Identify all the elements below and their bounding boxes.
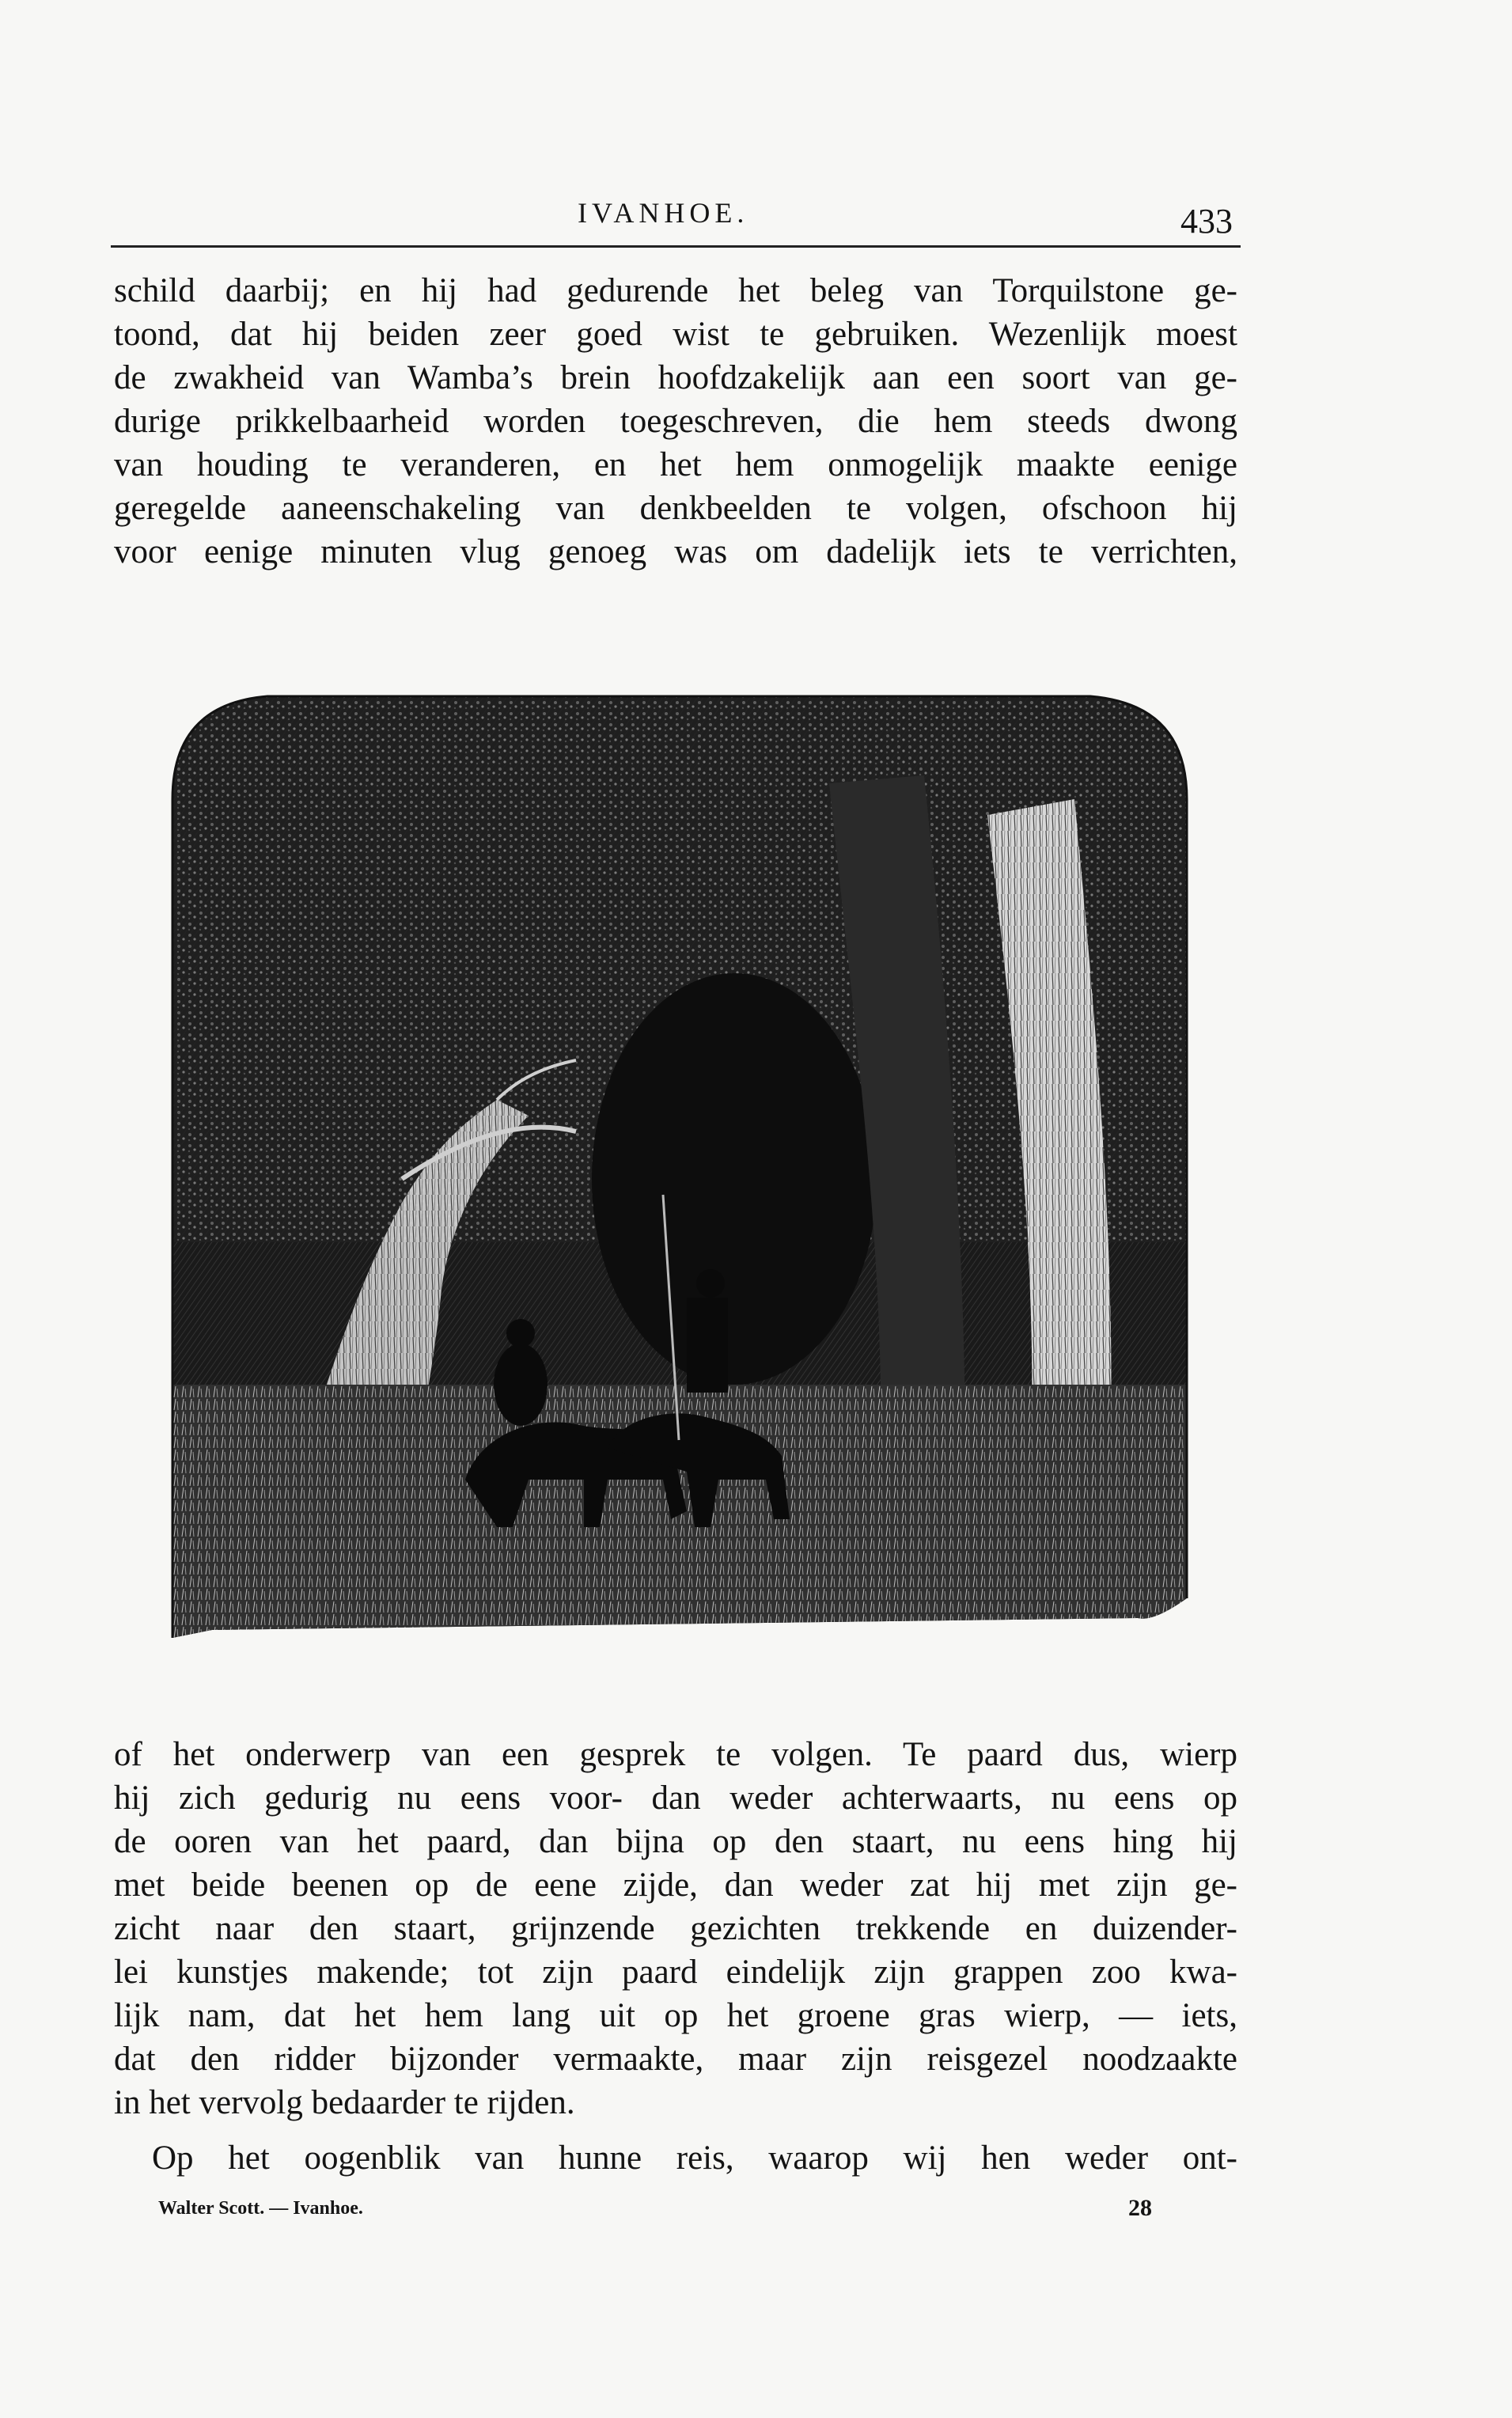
text-line: zicht naar den staart, grijnzende gezichten trekkende en duizender- <box>114 1910 1237 1947</box>
text-line: de zwakheid van Wamba’s brein hoofdzakelijk aan een soort van ge- <box>114 359 1237 396</box>
text-line: schild daarbij; en hij had gedurende het beleg van Torquilstone ge- <box>114 272 1237 309</box>
text-line: van houding te veranderen, en het hem onmogelijk maakte eenige <box>114 446 1237 483</box>
text-line: de ooren van het paard, dan bijna op den staart, nu eens hing hij <box>114 1823 1237 1860</box>
page-header <box>111 190 1241 248</box>
paragraph-2 <box>114 1733 1237 2124</box>
paragraph-1 <box>114 269 1237 574</box>
forest-riders-illustration <box>165 688 1195 1662</box>
text-line: lei kunstjes makende; tot zijn paard eindelijk zijn grappen zoo kwa- <box>114 1954 1237 1991</box>
text-line: met beide beenen op de eene zijde, dan weder zat hij met zijn ge- <box>114 1867 1237 1904</box>
running-title: IVANHOE. <box>578 197 749 229</box>
text-line: toond, dat hij beiden zeer goed wist te gebruiken. Wezenlijk moest <box>114 316 1237 353</box>
text-line: in het vervolg bedaarder te rijden. <box>114 2084 575 2121</box>
paragraph-3 <box>114 2136 1237 2180</box>
page-number: 433 <box>1180 202 1233 241</box>
woodcut-engraving <box>165 688 1195 1662</box>
text-line: hij zich gedurig nu eens voor- dan weder achterwaarts, nu eens op <box>114 1779 1237 1817</box>
printer-signature: Walter Scott. — Ivanhoe. <box>158 2198 363 2219</box>
sheet-number: 28 <box>1128 2195 1152 2221</box>
page-footer <box>158 2195 1187 2230</box>
text-line: geregelde aaneenschakeling van denkbeelden te volgen, ofschoon hij <box>114 490 1237 527</box>
text-line: durige prikkelbaarheid worden toegeschreven, die hem steeds dwong <box>114 403 1237 440</box>
text-line: of het onderwerp van een gesprek te volgen. Te paard dus, wierp <box>114 1736 1237 1773</box>
text-line: Op het oogenblik van hunne reis, waarop wij hen weder ont- <box>152 2139 1237 2177</box>
text-line: lijk nam, dat het hem lang uit op het groene gras wierp, — iets, <box>114 1997 1237 2034</box>
text-line: voor eenige minuten vlug genoeg was om dadelijk iets te verrichten, <box>114 533 1237 570</box>
text-line: dat den ridder bijzonder vermaakte, maar zijn reisgezel noodzaakte <box>114 2041 1237 2078</box>
